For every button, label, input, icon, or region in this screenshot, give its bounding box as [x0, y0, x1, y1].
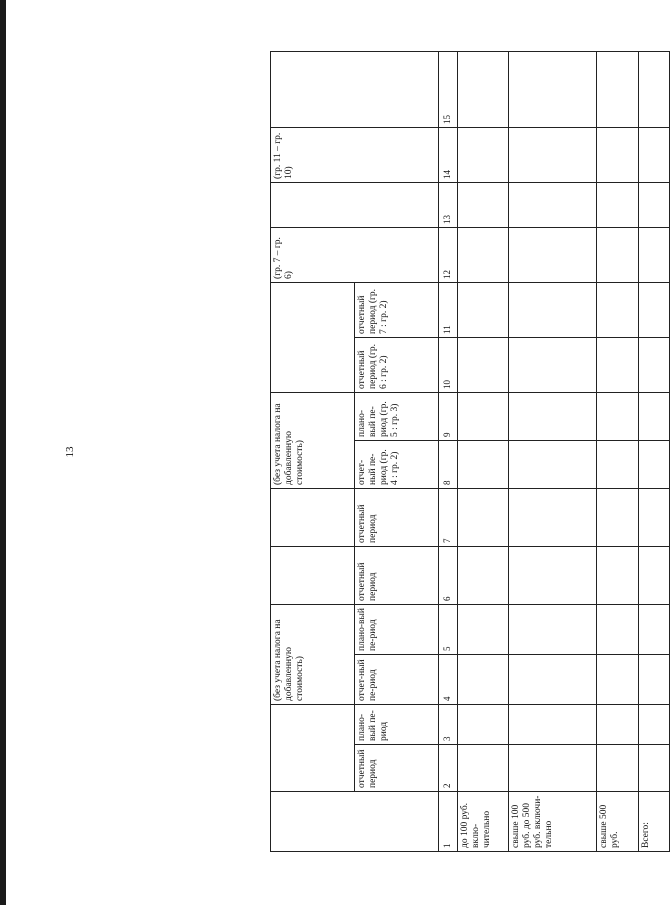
col-number: 3	[438, 705, 458, 745]
col-number: 15	[438, 51, 458, 127]
col-number: 14	[438, 127, 458, 182]
row-label: Всего:	[638, 792, 669, 852]
col-number: 11	[438, 282, 458, 337]
header-cell-c1	[271, 792, 439, 852]
table-row	[638, 51, 669, 851]
col-number: 10	[438, 337, 458, 392]
header-cell-5: плано-вый пе-риод	[354, 604, 438, 654]
table-row	[596, 51, 638, 851]
header-cell-c7	[271, 282, 355, 392]
header-cell-6: отчетный период	[354, 546, 438, 604]
header-cell-c3: (без учета налога на добавленную стоимость)	[271, 604, 355, 704]
col-number: 8	[438, 440, 458, 488]
header-cell-c10: (гр. 11 – гр. 10)	[271, 127, 439, 182]
header-cell-11: отчетный период (гр. 7 : гр. 2)	[354, 282, 438, 337]
header-cell-c9	[271, 182, 439, 227]
header-cell-3: плано-вый пе-риод	[354, 705, 438, 745]
header-cell-c2	[271, 705, 355, 792]
header-cell-4: отчет-ный пе-риод	[354, 655, 438, 705]
col-number: 9	[438, 392, 458, 440]
row-label: свыше 500 руб.	[596, 792, 638, 852]
header-cell-7: отчетный период	[354, 488, 438, 546]
header-cell-9: плано-вый пе-риод (гр. 5 : гр. 3)	[354, 392, 438, 440]
header-cell-c8: (гр. 7 – гр. 6)	[271, 227, 439, 282]
col-number: 13	[438, 182, 458, 227]
row-label: до 100 руб. вклю-чительно	[458, 792, 508, 852]
col-number: 6	[438, 546, 458, 604]
table-row	[458, 51, 508, 851]
rotated-table-wrapper	[270, 52, 670, 852]
row-label: свыше 100 руб. до 500 руб. включи-тельно	[508, 792, 596, 852]
column-number-row	[438, 51, 458, 851]
header-cell-c11	[271, 51, 439, 127]
col-number: 1	[438, 792, 458, 852]
header-cell-c4	[271, 546, 355, 604]
header-cell-10: отчетный период (гр. 6 : гр. 2)	[354, 337, 438, 392]
header-cell-8: отчет-ный пе-риод (гр. 4 : гр. 2)	[354, 440, 438, 488]
table-row	[508, 51, 596, 851]
data-table	[270, 51, 670, 852]
col-number: 5	[438, 604, 458, 654]
page-number: 13	[64, 446, 76, 458]
col-number: 7	[438, 488, 458, 546]
header-row-1	[271, 51, 355, 851]
header-cell-c5	[271, 488, 355, 546]
scan-margin-bar	[0, 0, 6, 905]
header-cell-2: отчетный период	[354, 745, 438, 792]
header-cell-c6: (без учета налога на добавленную стоимость)	[271, 392, 355, 488]
col-number: 2	[438, 745, 458, 792]
col-number: 12	[438, 227, 458, 282]
col-number: 4	[438, 655, 458, 705]
